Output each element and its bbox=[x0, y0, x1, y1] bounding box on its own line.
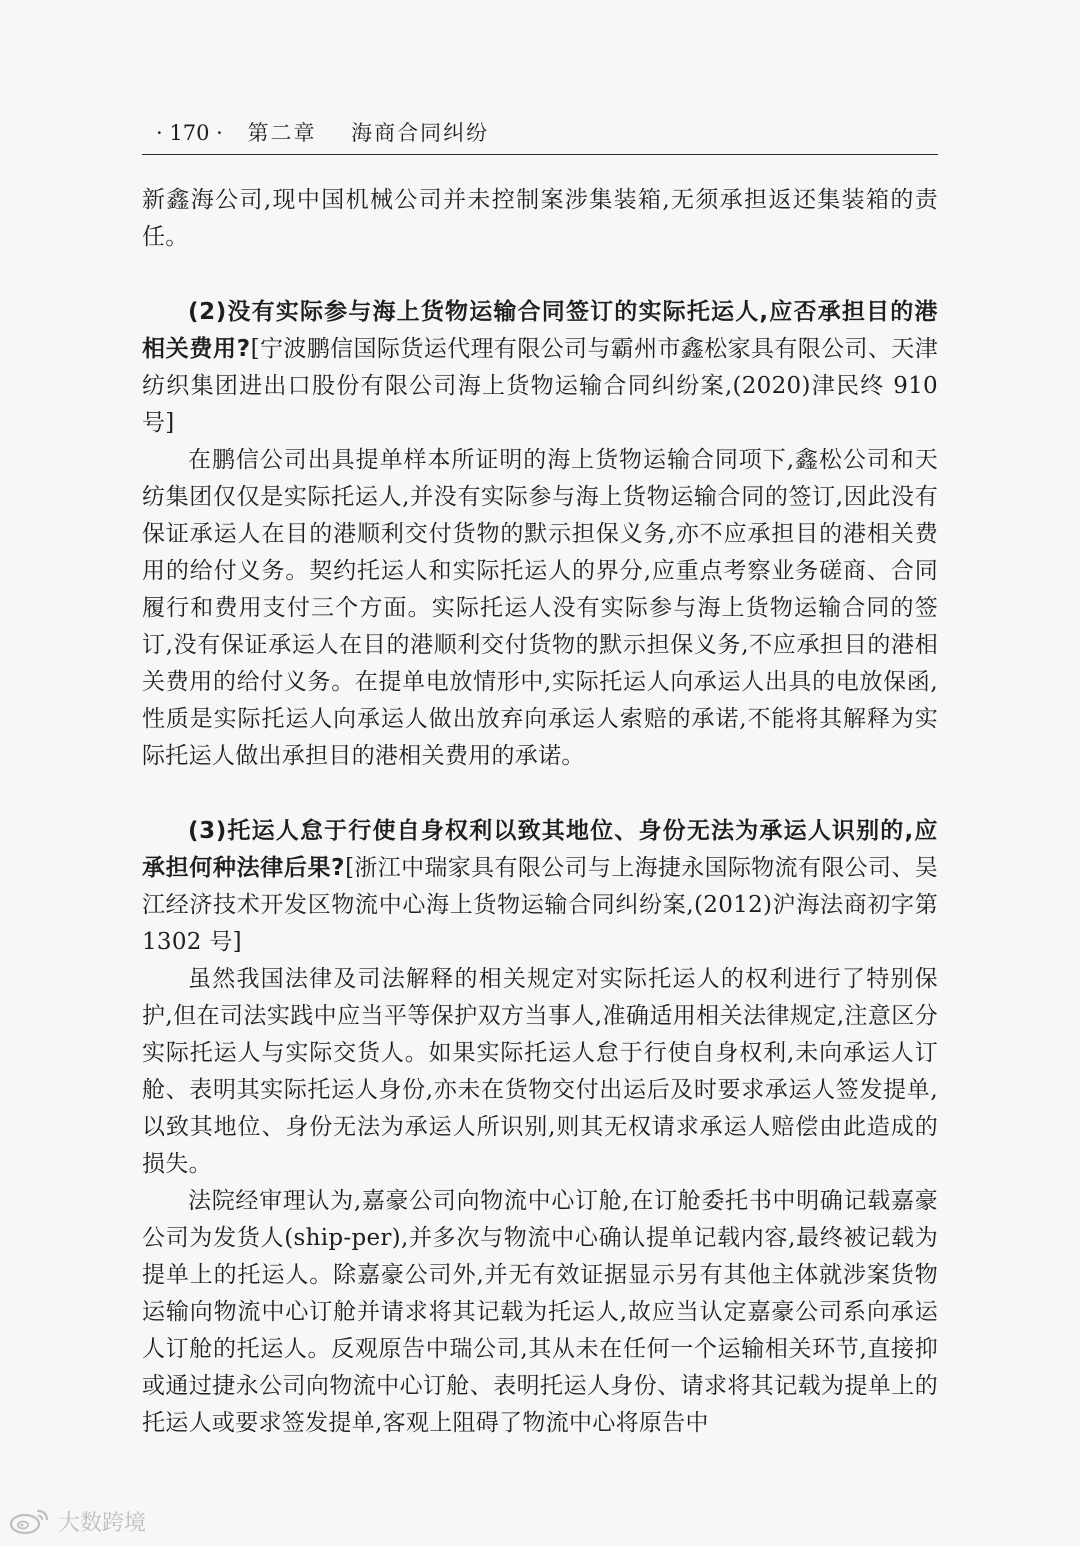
case-2-body: 在鹏信公司出具提单样本所证明的海上货物运输合同项下,鑫松公司和天纺集团仅仅是实际托运人,并没有实际参与海上货物运输合同的签订,因此没有保证承运人在目的港顺利交付货物的默示担保义务,亦不应承担目的港相关费用的给付义务。契约托运人和实际托运人的界分,应重点考察业务磋商、合同履行和费用支付三个方面。实际托运人没有实际参与海上货物运输合同的签订,没有保证承运人在目的港顺利交付货物的默示担保义务,不应承担目的港相关费用的给付义务。在提单电放情形中,实际托运人向承运人出具的电放保函,性质是实际托运人向承运人做出放弃向承运人索赔的承诺,不能将其解释为实际托运人做出承担目的港相关费用的承诺。 bbox=[142, 447, 938, 769]
page-body bbox=[142, 182, 938, 1442]
case-3-citation: [浙江中瑞家具有限公司与上海捷永国际物流有限公司、吴江经济技术开发区物流中心海上货物运输合同纠纷案,(2012)沪海法商初字第 1302 号] bbox=[142, 855, 938, 955]
running-head bbox=[142, 116, 938, 155]
case-3-heading-paragraph bbox=[142, 813, 938, 961]
weibo-logo-icon bbox=[8, 1506, 54, 1536]
section-spacer bbox=[142, 775, 938, 813]
case-2-heading: (2)没有实际参与海上货物运输合同签订的实际托运人,应否承担目的港相关费用? bbox=[142, 299, 938, 362]
chapter-title: 海商合同纠纷 bbox=[351, 121, 490, 145]
section-spacer bbox=[142, 256, 938, 294]
watermark-text: 大数跨境 bbox=[58, 1510, 147, 1536]
case-3-body-1: 虽然我国法律及司法解释的相关规定对实际托运人的权利进行了特别保护,但在司法实践中应当平等保护双方当事人,准确适用相关法律规定,注意区分实际托运人与实际交货人。如果实际托运人怠于行使自身权利,未向承运人订舱、表明其实际托运人身份,亦未在货物交付出运后及时要求承运人签发提单,以致其地位、身份无法为承运人所识别,则其无权请求承运人赔偿由此造成的损失。 bbox=[142, 966, 938, 1177]
case-3-heading: (3)托运人怠于行使自身权利以致其地位、身份无法为承运人识别的,应承担何种法律后果? bbox=[142, 818, 938, 881]
paragraph-continued: 新鑫海公司,现中国机械公司并未控制案涉集装箱,无须承担返还集装箱的责任。 bbox=[142, 187, 938, 250]
chapter-label: 第二章 bbox=[247, 121, 317, 145]
page-number: · 170 · bbox=[156, 121, 223, 145]
watermark bbox=[8, 1504, 146, 1538]
case-3-body-2: 法院经审理认为,嘉豪公司向物流中心订舱,在订舱委托书中明确记载嘉豪公司为发货人(ship-per),并多次与物流中心确认提单记载内容,最终被记载为提单上的托运人。除嘉豪公司外,并无有效证据显示另有其他主体就涉案货物运输向物流中心订舱并请求将其记载为托运人,故应当认定嘉豪公司系向承运人订舱的托运人。反观原告中瑞公司,其从未在任何一个运输相关环节,直接抑或通过捷永公司向物流中心订舱、表明托运人身份、请求将其记载为提单上的托运人或要求签发提单,客观上阻碍了物流中心将原告中 bbox=[142, 1188, 938, 1436]
case-2-heading-paragraph bbox=[142, 294, 938, 442]
case-2-citation: [宁波鹏信国际货运代理有限公司与霸州市鑫松家具有限公司、天津纺织集团进出口股份有限公司海上货物运输合同纠纷案,(2020)津民终 910 号] bbox=[142, 336, 938, 436]
